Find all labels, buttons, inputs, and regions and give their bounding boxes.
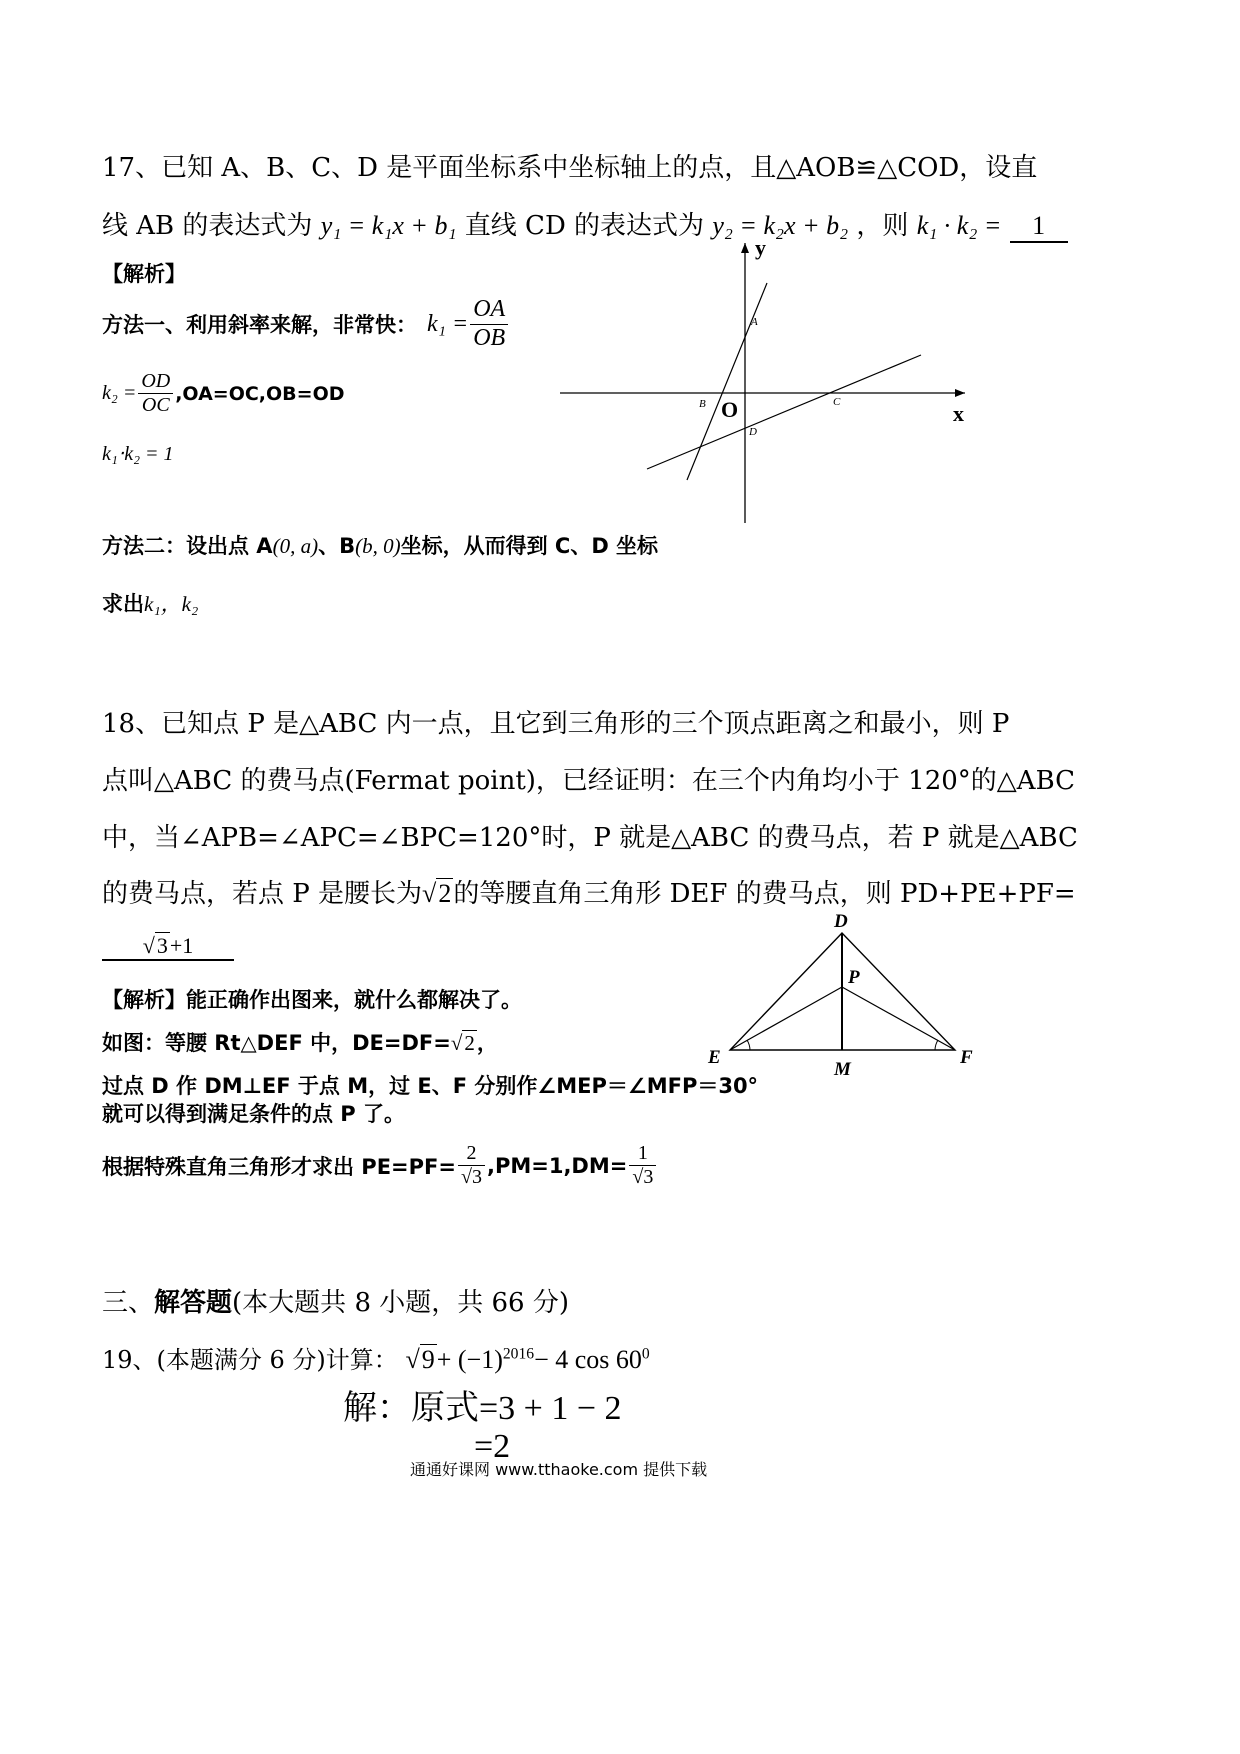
q17-text-b: 直线 CD 的表达式为	[464, 211, 705, 241]
answer-tail: +1	[169, 933, 194, 958]
analysis2-a: 如图：等腰 Rt△DEF 中，DE=DF=	[102, 1031, 451, 1055]
vertex-D-label: D	[834, 911, 848, 932]
vertex-F-label: F	[960, 1047, 973, 1068]
analysis2-b: ，	[476, 1031, 498, 1055]
dm-denominator: √3	[632, 1166, 654, 1188]
section3-name: 解答题	[154, 1288, 233, 1318]
point-B-label: B	[699, 398, 706, 410]
k1-denominator: OB	[473, 324, 506, 351]
q18-answer-blank	[102, 933, 234, 961]
point-C-label: C	[833, 396, 841, 408]
q19-exponent: 2016	[502, 1345, 535, 1363]
q19-expression	[405, 1345, 649, 1374]
k2-denominator: OC	[141, 394, 170, 416]
k2-fraction	[138, 370, 173, 417]
q17-method1	[102, 296, 510, 352]
pe-fraction	[458, 1142, 485, 1189]
q17-k2-line	[102, 370, 345, 417]
q18-line4-a: 的费马点，若点 P 是腰长为	[102, 879, 423, 909]
method2-line2-text: 求出	[102, 592, 144, 616]
point-M-label: M	[834, 1059, 851, 1080]
q17-method2	[102, 530, 658, 560]
q19-line	[102, 1340, 650, 1375]
q18-line2: 点叫△ABC 的费马点(Fermat point)，已经证明：在三个内角均小于 120°的△ABC	[102, 766, 1076, 796]
dm-den-radicand: 3	[643, 1166, 654, 1188]
q17-analysis-title: 【解析】	[102, 262, 186, 286]
q18-line1: 18、已知点 P 是△ABC 内一点，且它到三角形的三个顶点距离之和最小，则 P	[102, 709, 1010, 739]
q17-text-c: ，则	[856, 211, 909, 241]
q18-answer	[102, 930, 234, 961]
q19-solution-line2: =2	[474, 1428, 511, 1465]
method1-label: 方法一、利用斜率来解，非常快：	[102, 313, 417, 338]
k2-lhs: k₂ =	[102, 382, 137, 404]
q17-expr2: y₂ = k₂x + b₂	[712, 211, 849, 240]
pe-numerator: 2	[458, 1142, 485, 1166]
x-label: x	[953, 401, 964, 426]
sqrt2-radicand: 2	[438, 879, 452, 908]
q18-analysis4: 就可以得到满足条件的点 P 了。	[102, 1102, 406, 1126]
dm-fraction	[629, 1142, 656, 1189]
pe-den-radicand: 3	[471, 1166, 482, 1188]
analysis2-radicand: 2	[464, 1031, 475, 1055]
method2-text-a: 方法二：设出点 A	[102, 534, 273, 558]
method2-ks: k₁，k₂	[144, 592, 199, 616]
sqrt2: √2	[422, 879, 452, 908]
q17-answer-blank: 1	[1010, 211, 1068, 243]
q19-label: 19、(本题满分 6 分)计算：	[102, 1346, 398, 1374]
origin-label: O	[721, 397, 739, 422]
analysis2-sqrt: √2	[450, 1031, 475, 1055]
q19-degree: 0	[641, 1345, 650, 1363]
q17-ask: k₁ · k₂ =	[916, 211, 1002, 240]
sqrt9: √9	[405, 1345, 435, 1374]
q19-expr-b: − 4 cos 60	[534, 1345, 642, 1374]
x-axis-arrow	[955, 389, 965, 397]
section3-title	[102, 1282, 569, 1319]
sqrt9-radicand: 9	[421, 1345, 435, 1374]
q18-analysis3: 过点 D 作 DM⊥EF 于点 M，过 E、F 分别作∠MEP＝∠MFP＝30°	[102, 1074, 759, 1098]
line-CD	[647, 355, 921, 469]
point-P-label: P	[848, 967, 860, 988]
section3-info: (本大题共 8 小题，共 66 分)	[232, 1288, 570, 1318]
q19-solution-line1: 解：原式=3 + 1 − 2	[343, 1390, 622, 1427]
section3-number: 三、	[102, 1288, 155, 1318]
angle-mark-F	[935, 1040, 938, 1050]
sqrt3: √3	[142, 933, 168, 958]
line-AB	[687, 283, 767, 480]
method2-text-c: 坐标，从而得到 C、D 坐标	[400, 534, 659, 558]
q17-product: k₁⋅k₂ = 1	[102, 443, 174, 465]
method2-text-b: 、B	[318, 534, 356, 558]
dm-numerator: 1	[629, 1142, 656, 1166]
q19-expr-a: + (−1)	[436, 1345, 503, 1374]
q17-coordinate-figure	[555, 235, 975, 530]
angle-mark-E	[747, 1040, 750, 1050]
footer-source: 通通好课网 www.tthaoke.com 提供下载	[410, 1460, 708, 1479]
k1-lhs: k₁ =	[427, 310, 469, 337]
k2-tail: ,OA=OC,OB=OD	[175, 382, 345, 405]
k1-fraction	[470, 296, 508, 352]
pe-denominator: √3	[460, 1166, 482, 1188]
point-B-coords: (b, 0)	[355, 534, 401, 558]
q17-method2-line2	[102, 588, 198, 618]
q17-expr1: y₁ = k₁x + b₁	[320, 211, 457, 240]
q18-triangle-figure	[700, 905, 990, 1085]
k2-numerator: OD	[138, 370, 173, 394]
q17-text-a: 线 AB 的表达式为	[102, 211, 313, 241]
q18-analysis5	[102, 1142, 658, 1189]
q18-line3: 中，当∠APB=∠APC=∠BPC=120°时，P 就是△ABC 的费马点，若 P 就是△ABC	[102, 823, 1078, 853]
point-A-label: A	[751, 316, 758, 328]
point-D-label: D	[749, 426, 757, 438]
sqrt3-radicand: 3	[156, 933, 168, 958]
analysis5-a: 根据特殊直角三角形才求出 PE=PF=	[102, 1154, 456, 1179]
vertex-E-label: E	[708, 1047, 721, 1068]
point-A-coords: (0, a)	[272, 534, 319, 558]
q18-analysis1: 【解析】能正确作出图来，就什么都解决了。	[102, 988, 522, 1012]
y-label: y	[755, 235, 766, 260]
q17-line1: 17、已知 A、B、C、D 是平面坐标系中坐标轴上的点，且△AOB≌△COD，设直	[102, 153, 1038, 183]
q18-analysis2	[102, 1027, 498, 1057]
y-axis-arrow	[741, 243, 749, 253]
analysis5-b: ,PM=1,DM=	[486, 1153, 628, 1178]
k1-numerator: OA	[470, 296, 508, 325]
q18-line4-b: 的等腰直角三角形 DEF 的费马点，则 PD+PE+PF=	[453, 879, 1076, 909]
